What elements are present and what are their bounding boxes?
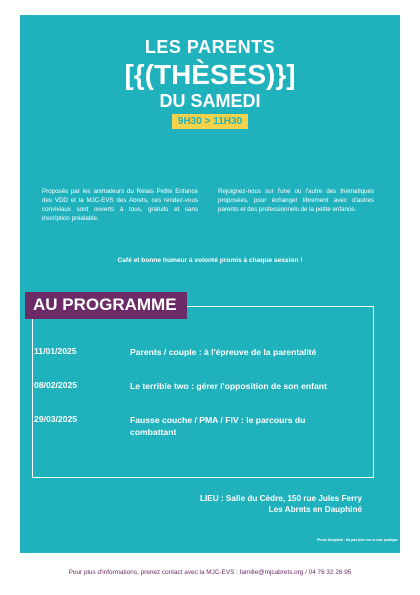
footer-contact: Pour plus d'informations, prenez contact avec la MJC-EVS : famille@mjcabrets.org / 04 76 32 26 95 xyxy=(68,569,352,576)
time-badge: 9H30 > 11H30 xyxy=(172,114,248,129)
promise-text: Café et bonne humeur à volonté promis à chaque session ! xyxy=(117,257,303,264)
session-date: 11/01/2025 xyxy=(34,346,77,356)
session-topic: Fausse couche / PMA / FIV : le parcours du combattant xyxy=(130,415,306,437)
intro-left-paragraph: Proposés par les animateurs du Relais Petite Enfance des VDD et la MJC-EVS des Abrets, ces rendez-vous conviviaux sont ouverts à tous, gratuits et sans inscription préalable. xyxy=(42,188,198,222)
title-line-1: LES PARENTS xyxy=(144,37,276,57)
photo-credit: Photo Unsplash - Ne pas jeter sur la voie publique xyxy=(317,538,398,542)
location-line-1: LIEU : Salle du Cèdre, 150 rue Jules Ferry xyxy=(200,494,362,503)
session-topic: Le terrible two : gérer l'opposition de son enfant xyxy=(130,381,327,391)
programme-heading: AU PROGRAMME xyxy=(25,292,187,319)
title-line-3: DU SAMEDI xyxy=(159,91,261,111)
session-topic: Parents / couple : à l'épreuve de la parentalité xyxy=(130,347,317,357)
title-block xyxy=(20,37,400,129)
session-date: 08/02/2025 xyxy=(34,380,78,390)
title-line-2: [{(THÈSES)}] xyxy=(124,59,296,90)
session-date: 29/03/2025 xyxy=(34,414,78,424)
location-line-2: Les Abrets en Dauphiné xyxy=(268,505,362,514)
location-block xyxy=(200,493,362,515)
programme-box xyxy=(32,306,374,478)
intro-right-paragraph: Rejoignez-nous sur l'une ou l'autre des thématiques proposées, pour échanger librement avec d'autres parents et des professionnels de la petite enfance. xyxy=(218,188,374,213)
